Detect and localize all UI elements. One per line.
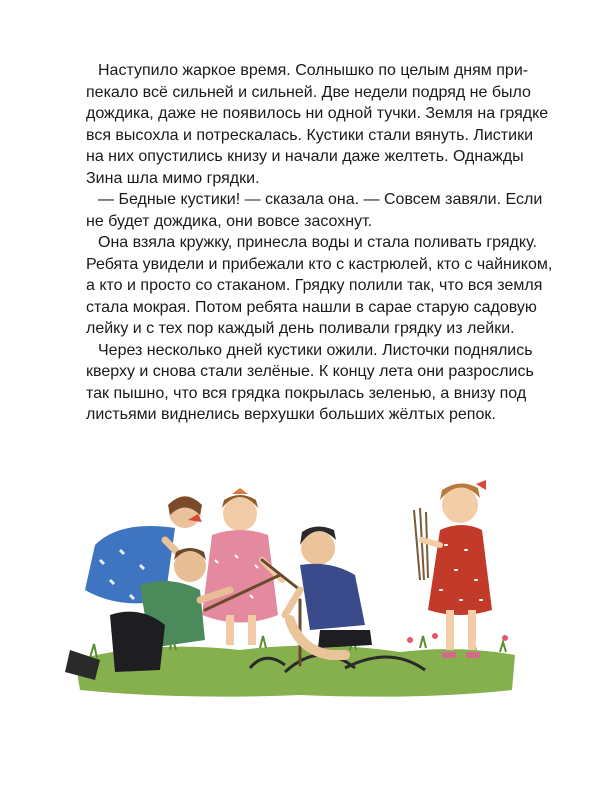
story-line: кверху и снова стали зелёные. К концу лета они разрослись: [86, 363, 534, 380]
story-line: Зина шла мимо грядки.: [86, 169, 260, 187]
story-line: не будет дождика, они вовсе засохнут.: [86, 212, 373, 230]
story-line: Ребята увидели и прибежали кто с кастрюлей, кто с чайником,: [86, 255, 553, 273]
story-line: Через несколько дней кустики ожили. Листочки поднялись: [98, 341, 533, 359]
girl-red-dress: [414, 480, 492, 658]
boy-navy-shirt: [285, 526, 372, 655]
story-line: дождика, даже не появилось ни одной тучки. Земля на грядке: [86, 105, 549, 122]
story-line: а кто и просто со стаканом. Грядку полили так, что вся земля: [86, 277, 543, 294]
story-line: — Бедные кустики! — сказала она. — Совсем завяли. Если: [98, 191, 543, 208]
story-line: Она взяла кружку, принесла воды и стала поливать грядку.: [98, 234, 537, 251]
story-line: пекало всё сильней и сильней. Две недели подряд не было: [86, 83, 531, 101]
story-line: листьями виднелись верхушки больших жёлтых репок.: [86, 406, 496, 423]
story-line: стала мокрая. Потом ребята нашли в сарае старую садовую: [86, 298, 537, 316]
story-line: вся высохла и потрескалась. Кустики стали вянуть. Листики: [86, 126, 534, 144]
story-line: на них опустились книзу и начали даже желтеть. Однажды: [86, 148, 524, 165]
story-line: лейку и с тех пор каждый день поливали грядку из лейки.: [86, 320, 515, 337]
story-line: Наступило жаркое время. Солнышко по целым дням при-: [98, 62, 529, 79]
story-line: так пышно, что вся грядка покрылась зеленью, а внизу под: [86, 384, 527, 402]
